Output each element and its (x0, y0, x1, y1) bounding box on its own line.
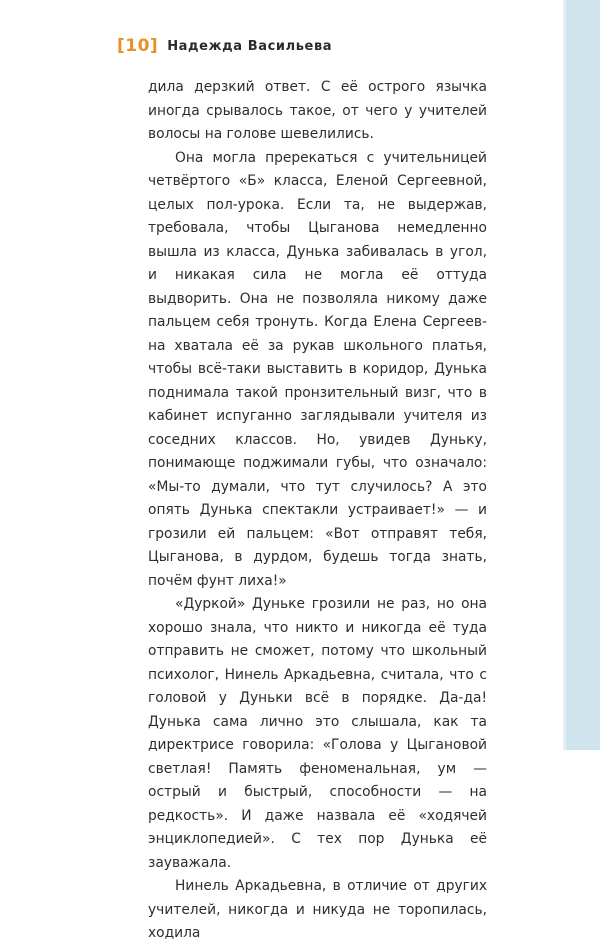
paragraph-2: Она могла пререкаться с учительницей четвёртого «Б» класса, Еленой Сергеевной, целых пол-урока. Если та, не выдержав, требовала, чтобы Цыганова немедленно вышла из класса, Дунька забивалась в угол, и никакая сила не могла её оттуда выдворить. Она не позволяла никому даже пальцем себя тронуть. Когда Елена Сергеевна хватала её за рукав школьного платья, чтобы всё-таки выставить в коридор, Дунька поднимала такой пронзительный визг, что в кабинет испуганно заглядывали учителя из соседних классов. Но, увидев Дуньку, понимающе поджимали губы, что означало: «Мы-то думали, что тут случилось? А это опять Дунька спектакли устраивает!» — и грозили ей пальцем: «Вот отправят тебя, Цыганова, в дурдом, будешь тогда знать, почём фунт лиха!» (148, 149, 487, 589)
paragraph-3: «Дуркой» Дуньке грозили не раз, но она хорошо знала, что никто и никогда её туда отправить не сможет, потому что школьный психолог, Нинель Аркадьевна, считала, что с головой у Дуньки всё в порядке. Да-да! Дунька сама лично это слышала, как та директрисе говорила: «Голова у Цыгановой светлая! Память феноменальная, ум — острый и быстрый, способности — на редкость». И даже назвала её «ходячей энциклопедией». С тех пор Дунька её зауважала. (148, 596, 487, 871)
paragraph-4: Нинель Аркадьевна, в отличие от других учителей, никогда и никуда не торопилась, ходила (148, 878, 487, 941)
page-edge-strip (566, 0, 600, 750)
body-text (148, 76, 487, 946)
author-name: Надежда Васильева (167, 38, 333, 54)
paragraph-1: дила дерзкий ответ. С её острого язычка иногда срывалось такое, от чего у учителей волосы на голове шевелились. (148, 79, 487, 142)
page-number: [10] (117, 36, 159, 56)
running-header (117, 33, 332, 59)
